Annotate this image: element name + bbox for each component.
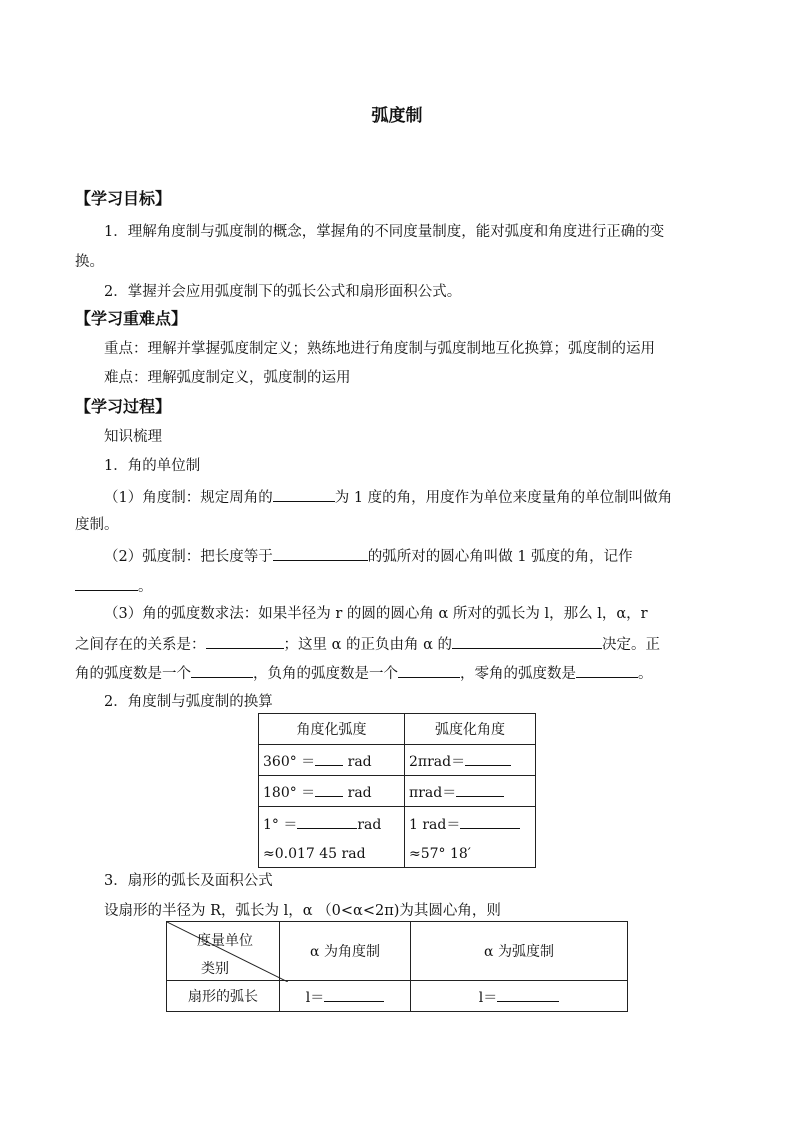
fill-blank[interactable]	[191, 662, 253, 678]
cell-text: 2πrad＝	[409, 753, 466, 770]
fill-blank[interactable]	[75, 575, 138, 591]
text-segment: 。	[638, 666, 653, 682]
text-segment: 为 1 度的角，用度作为单位来度量角的单位制叫做角	[334, 490, 673, 506]
text-segment: 决定。正	[602, 637, 661, 653]
fill-blank[interactable]	[206, 633, 284, 649]
fill-blank[interactable]	[452, 633, 602, 649]
paragraph-radian-calc-line3	[75, 662, 653, 684]
table-header-cell: α 为角度制	[280, 922, 411, 981]
table-row	[167, 981, 628, 1012]
table-cell	[280, 981, 411, 1012]
fill-blank[interactable]	[465, 750, 511, 766]
goal-1-line2: 换。	[75, 254, 104, 270]
text-segment: （2）弧度制：把长度等于	[104, 549, 273, 565]
table-cell	[405, 745, 536, 776]
cell-text: 1 rad＝	[409, 817, 461, 833]
paragraph-radian-calc-line2	[75, 633, 660, 655]
text-segment: ，零角的弧度数是	[460, 666, 576, 682]
cell-text: l＝	[305, 989, 325, 1006]
cell-text: rad	[343, 784, 372, 801]
table-header-row	[167, 922, 628, 981]
table-cell	[259, 745, 405, 776]
diagonal-header-cell	[167, 922, 280, 981]
fill-blank[interactable]	[324, 986, 384, 1002]
cell-text: l＝	[478, 989, 498, 1006]
goal-1-line1: 1．理解角度制与弧度制的概念，掌握角的不同度量制度，能对弧度和角度进行正确的变	[104, 224, 665, 240]
heading-unit-systems: 1．角的单位制	[104, 458, 201, 474]
text-segment: 。	[138, 579, 153, 595]
fill-blank[interactable]	[315, 750, 343, 766]
table-cell	[259, 807, 405, 868]
table-row	[259, 745, 536, 776]
table-header-cell: α 为弧度制	[411, 922, 628, 981]
paragraph-degree-system-end: 度制。	[75, 517, 119, 533]
text-segment: （1）角度制：规定周角的	[104, 490, 273, 506]
section-goals-heading: 【学习目标】	[75, 189, 172, 208]
difficult-point: 难点：理解弧度制定义，弧度制的运用	[104, 370, 351, 386]
section-key-heading: 【学习重难点】	[75, 309, 188, 328]
table-header-cell: 弧度化角度	[405, 714, 536, 745]
text-segment: 角的弧度数是一个	[75, 666, 191, 682]
conversion-table	[258, 713, 536, 868]
fill-blank[interactable]	[460, 813, 520, 829]
table-cell	[405, 807, 536, 868]
sector-table	[166, 921, 628, 1012]
text-segment: ，负角的弧度数是一个	[253, 666, 398, 682]
table-row-label: 扇形的弧长	[167, 981, 280, 1012]
fill-blank[interactable]	[297, 813, 357, 829]
paragraph-radian-system	[104, 545, 633, 567]
fill-blank[interactable]	[576, 662, 638, 678]
fill-blank[interactable]	[398, 662, 460, 678]
paragraph-degree-system	[104, 486, 672, 508]
sector-intro: 设扇形的半径为 R，弧长为 l，α （0<α<2π)为其圆心角，则	[104, 903, 501, 919]
cell-text: 1° ＝	[263, 817, 298, 833]
fill-blank[interactable]	[497, 986, 559, 1002]
text-segment: 之间存在的关系是：	[75, 637, 206, 653]
fill-blank[interactable]	[315, 781, 343, 797]
fill-blank[interactable]	[273, 545, 368, 561]
table-cell	[259, 776, 405, 807]
key-point: 重点：理解并掌握弧度制定义；熟练地进行角度制与弧度制地互化换算；弧度制的运用	[104, 341, 655, 357]
cell-text: 180° ＝	[263, 784, 316, 801]
approx-right: ≈57° 18′	[409, 846, 471, 862]
table-row	[259, 776, 536, 807]
paragraph-radian-calc-line1: （3）角的弧度数求法：如果半径为 r 的圆的圆心角 α 所对的弧长为 l，那么 l，α，r	[104, 606, 648, 622]
cell-text: rad	[343, 753, 372, 770]
fill-blank[interactable]	[456, 781, 504, 797]
paragraph-radian-system-end	[75, 575, 153, 597]
fill-blank[interactable]	[273, 486, 335, 502]
cell-text: rad	[357, 817, 382, 833]
cell-text: 360° ＝	[263, 753, 316, 770]
cell-text: πrad＝	[409, 784, 457, 801]
knowledge-review: 知识梳理	[104, 429, 162, 445]
approx-left: ≈0.017 45 rad	[263, 846, 366, 862]
corner-top-label: 度量单位	[197, 933, 253, 949]
corner-bottom-label: 类别	[201, 961, 229, 977]
text-segment: 的弧所对的圆心角叫做 1 弧度的角，记作	[367, 549, 633, 565]
page-title: 弧度制	[371, 106, 423, 126]
heading-sector: 3．扇形的弧长及面积公式	[104, 873, 273, 889]
text-segment: ；这里 α 的正负由角 α 的	[283, 637, 453, 653]
table-header-cell: 角度化弧度	[259, 714, 405, 745]
goal-2: 2．掌握并会应用弧度制下的弧长公式和扇形面积公式。	[104, 284, 462, 300]
table-header-row	[259, 714, 536, 745]
table-cell	[411, 981, 628, 1012]
section-process-heading: 【学习过程】	[75, 397, 172, 416]
heading-conversion: 2．角度制与弧度制的换算	[104, 694, 273, 710]
table-row	[259, 807, 536, 868]
table-cell	[405, 776, 536, 807]
